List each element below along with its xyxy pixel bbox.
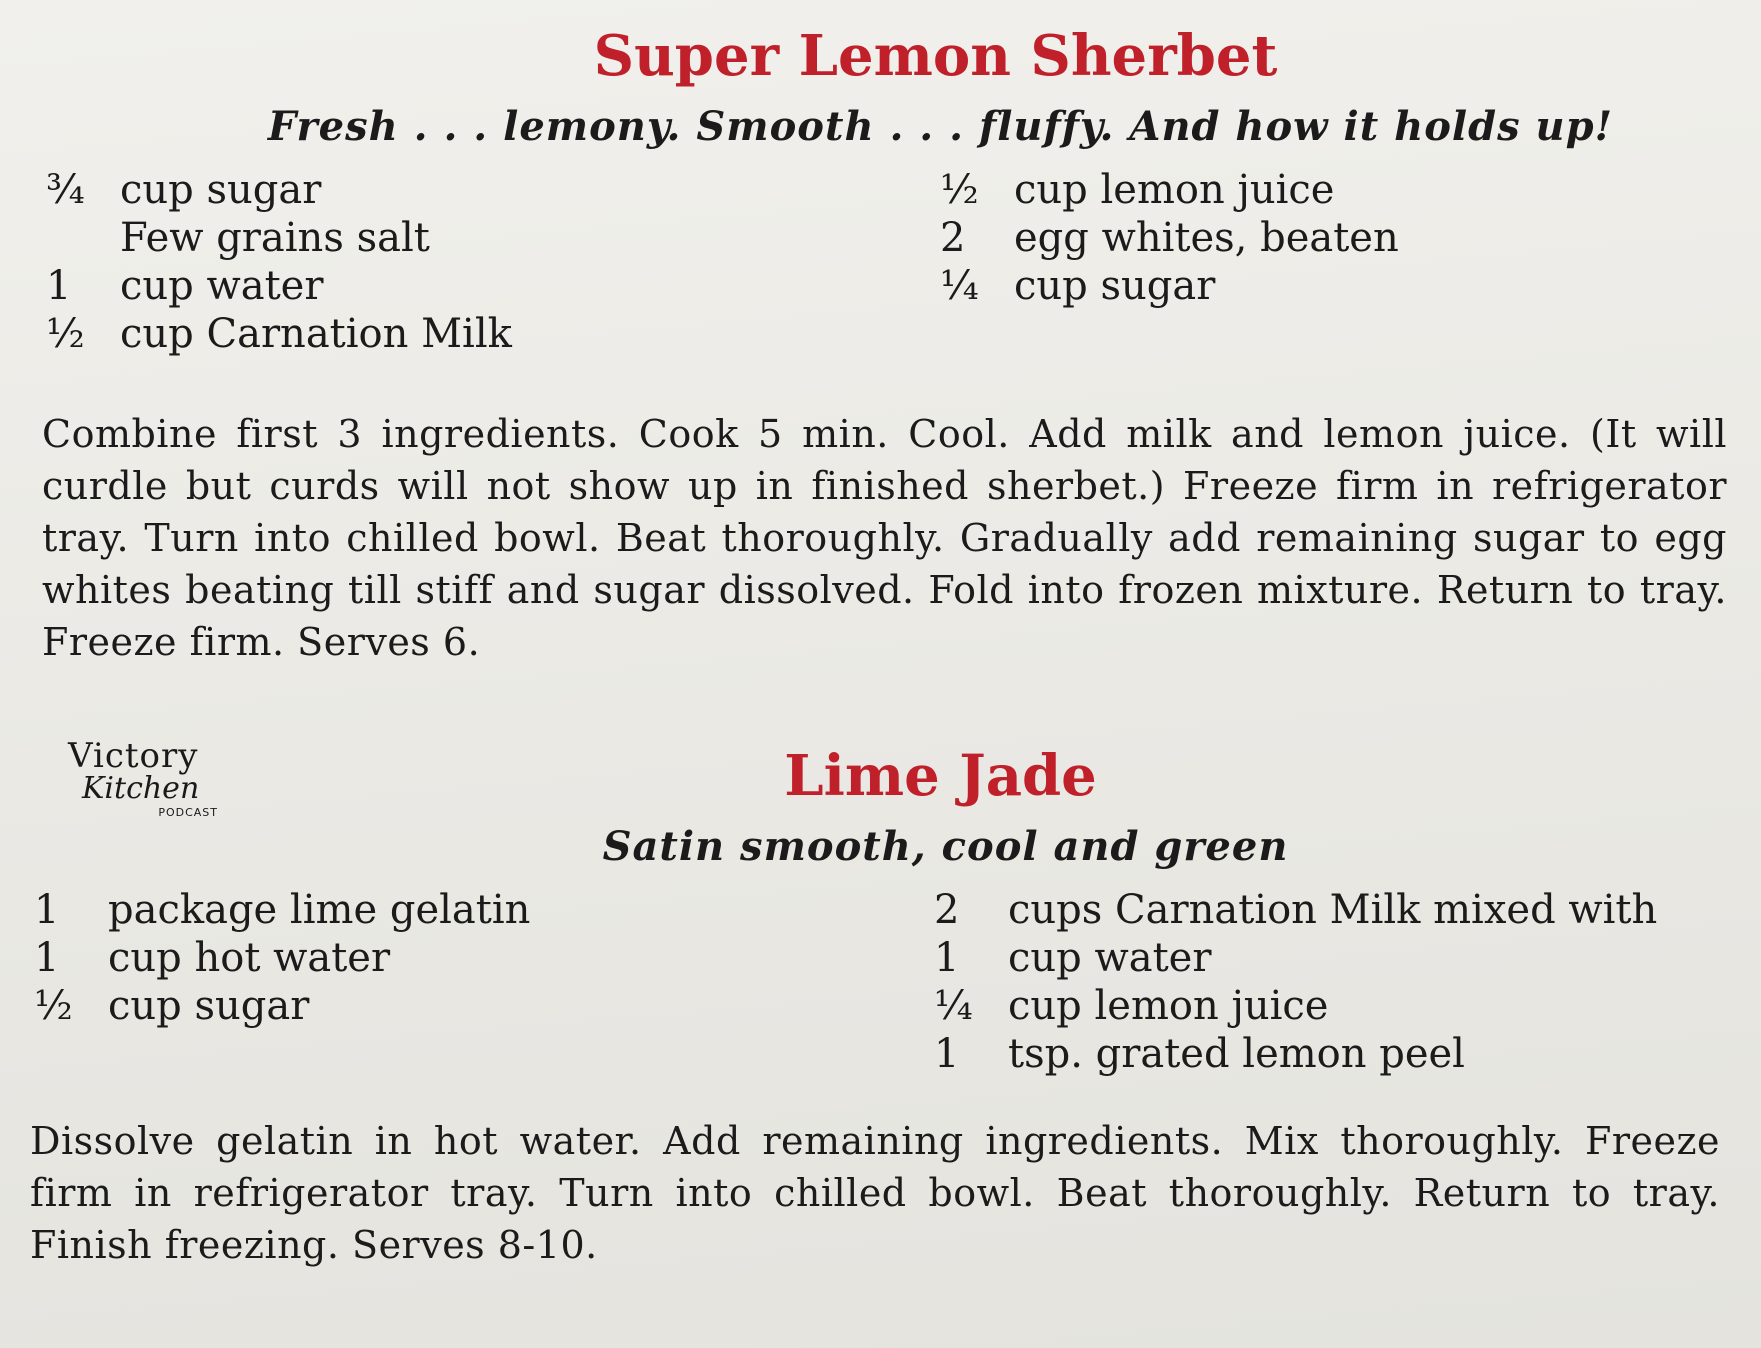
ingredient-column-left — [34, 886, 530, 1030]
ingredient-name: cup sugar — [1014, 263, 1216, 309]
logo-line-kitchen: Kitchen — [82, 771, 200, 806]
ingredient-qty: ½ — [940, 167, 979, 213]
ingredient-qty: ½ — [46, 311, 85, 357]
ingredient-qty: 1 — [46, 263, 72, 309]
ingredient-item — [34, 982, 530, 1030]
ingredient-item — [940, 166, 1399, 214]
ingredient-item — [934, 886, 1657, 934]
recipe-lime-jade — [0, 736, 1761, 1267]
ingredient-column-right — [940, 166, 1399, 310]
recipe-directions: Dissolve gelatin in hot water. Add remaining ingredients. Mix thoroughly. Freeze firm in refrigerator tray. Turn into chilled bowl. Beat thoroughly. Return to tray. Finish freezing. Serves 8-10. — [30, 1119, 1720, 1267]
ingredient-name: egg whites, beaten — [1014, 215, 1399, 261]
logo-line-podcast: PODCAST — [158, 806, 218, 819]
recipe-super-lemon-sherbet — [0, 20, 1761, 664]
ingredient-column-right — [934, 886, 1657, 1078]
ingredient-qty: 1 — [34, 935, 60, 981]
ingredient-column-left — [46, 166, 512, 358]
ingredient-item — [934, 934, 1657, 982]
ingredient-name: cup water — [120, 263, 324, 309]
ingredient-qty: ¾ — [46, 167, 85, 213]
ingredient-qty: 2 — [934, 887, 960, 933]
ingredient-item — [46, 214, 512, 262]
ingredient-qty: 2 — [940, 215, 966, 261]
ingredient-item — [46, 166, 512, 214]
recipe-tagline: Satin smooth, cool and green — [602, 823, 1289, 870]
ingredient-qty: 1 — [934, 935, 960, 981]
ingredient-name: cup lemon juice — [1008, 983, 1329, 1029]
ingredient-name: cup lemon juice — [1014, 167, 1335, 213]
ingredient-qty: ¼ — [940, 263, 979, 309]
ingredient-item — [46, 310, 512, 358]
logo-line-victory: Victory — [68, 736, 199, 776]
ingredient-name: package lime gelatin — [108, 887, 531, 933]
recipe-title: Super Lemon Sherbet — [593, 23, 1278, 89]
ingredient-qty: 1 — [34, 887, 60, 933]
ingredient-qty: 1 — [934, 1031, 960, 1077]
ingredient-name: tsp. grated lemon peel — [1008, 1031, 1465, 1077]
ingredient-name: cup hot water — [108, 935, 391, 981]
ingredient-qty: ½ — [34, 983, 73, 1029]
recipe-tagline: Fresh . . . lemony. Smooth . . . fluffy. And how it holds up! — [267, 103, 1614, 150]
ingredient-item — [46, 262, 512, 310]
ingredient-name: Few grains salt — [120, 215, 430, 261]
ingredient-name: cup Carnation Milk — [120, 311, 512, 357]
ingredient-item — [940, 214, 1399, 262]
ingredient-list — [0, 166, 1761, 366]
ingredient-qty: ¼ — [934, 983, 973, 1029]
ingredient-name: cup sugar — [108, 983, 310, 1029]
ingredient-item — [934, 982, 1657, 1030]
ingredient-qty — [46, 214, 120, 262]
ingredient-item — [934, 1030, 1657, 1078]
ingredient-name: cup water — [1008, 935, 1212, 981]
recipe-title: Lime Jade — [784, 743, 1097, 809]
ingredient-list — [0, 886, 1761, 1086]
ingredient-name: cup sugar — [120, 167, 322, 213]
ingredient-item — [940, 262, 1399, 310]
ingredient-name: cups Carnation Milk mixed with — [1008, 887, 1658, 933]
ingredient-item — [34, 886, 530, 934]
ingredient-item — [34, 934, 530, 982]
recipe-directions: Combine first 3 ingredients. Cook 5 min. Cool. Add milk and lemon juice. (It will curdle but curds will not show up in finished sherbet.) Freeze firm in refrigerator tray. Turn into chilled bowl. Beat thoroughly. Gradually add remaining sugar to egg whites beating till stiff and sugar dissolved. Fold into frozen mixture. Return to tray. Freeze firm. Serves 6. — [42, 412, 1727, 664]
